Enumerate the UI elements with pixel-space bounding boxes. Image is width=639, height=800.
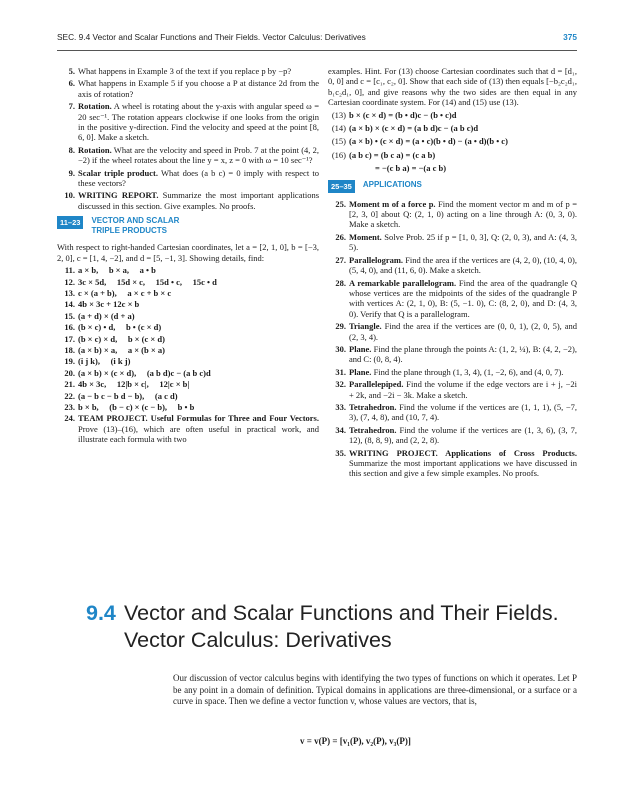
problem-number: 7. [68,101,75,112]
running-header [57,32,577,48]
problem-number: 14. [64,299,75,310]
formula-text: (a × b) • (c × d) = (a • c)(b • d) − (a • d)(b • c) [349,136,508,147]
problem-number: 34. [335,424,346,435]
problem-number: 30. [335,343,346,354]
problem-title: Moment. [349,231,382,242]
problem-number: 19. [64,356,75,367]
problem-item [328,199,577,230]
problem-text: 4b × 3c + 12c × b [78,299,140,310]
section-body: Our discussion of vector calculus begins with identifying the two types of functions on which it operates. Let P be any point in a domain of definition. Typical domains in applications are three-dimensional, or a surface or a curve in space. Then we define a vector function v, whose values are vectors, that is, [173,673,577,707]
problem-text: b × b, (b − c) × (c − b), b • b [78,401,195,412]
problem-text: Find the area if the vertices are (4, 2, 0), (10, 4, 0), (5, 4, 0), and (11, 6, 0). Make a sketch. [349,254,578,276]
problem-item [328,255,577,276]
problem-title: Rotation. [78,144,112,155]
problem-item [57,356,319,366]
section-badge: 25–35 [328,180,355,193]
problem-text: Summarize the most important applications we have discussed in this section and give a few simple examples. No proofs. [349,458,577,479]
formula-row [328,150,577,160]
problem-text: What happens in Example 3 of the text if you replace p by −p? [78,66,292,76]
problem-item [57,311,319,321]
problem-number: 32. [335,379,346,390]
problem-item [328,232,577,253]
formula-text: (a × b) × (c × d) = (a b d)c − (a b c)d [349,123,479,134]
problem-number: 10. [64,190,75,201]
problem-number: 28. [335,277,346,288]
section-title: VECTOR AND SCALAR TRIPLE PRODUCTS [91,216,180,236]
running-head: SEC. 9.4 Vector and Scalar Functions and Their Fields. Vector Calculus: Derivatives [57,32,366,42]
problem-text: What are the velocity and speed in Prob. 7 at the point (4, 2, −2) if the wheel rotates about the line y = x, z = 0 with ω = 10 sec⁻¹? [78,144,319,166]
problem-text: a × b, b × a, a • b [78,265,156,276]
problem-item [57,277,319,287]
section-title-line-1: Vector and Scalar Functions and Their Fields. [124,601,559,625]
problem-text: (a × b) × (c × d), (a b d)c − (a b c)d [78,367,211,378]
problem-item: 24. TEAM PROJECT. Useful Formulas for Three and Four Vectors. Prove (13)–(16), which are often useful in practical work, and illustrate each formula with two [64,413,319,445]
problem-item [57,402,319,412]
problem-text: A wheel is rotating about the y-axis with angular speed ω = 20 sec⁻¹. The rotation appears clockwise if one looks from the origin in the positive y-direction. Find the velocity and speed at the point [8, 6, 0]. Make a sketch. [78,101,319,143]
problem-item [328,402,577,423]
problem-number: 13. [64,287,75,298]
problem-item [57,101,319,143]
problem-number: 15. [64,310,75,321]
problem-item [328,278,577,320]
problem-item [57,391,319,401]
problem-item [328,448,577,479]
problem-text: 4b × 3c, 12|b × c|, 12|c × b| [78,379,190,390]
problem-title: Parallelepiped. [349,379,404,390]
problem-number: 5. [68,66,75,76]
problem-item [57,168,319,189]
problem-number: 33. [335,401,346,412]
problem-title: Triangle. [349,321,382,332]
problem-text: What happens in Example 5 if you choose a P at distance 2d from the axis of rotation? [78,78,319,99]
problem-text: (b × c) × d, b × (c × d) [78,333,165,344]
problem-text: (a × b) × a, a × (b × a) [78,344,165,355]
problem-number: 17. [64,333,75,344]
problem-item [57,299,319,309]
problem-title: Scalar triple product. [78,167,158,178]
section-title-heading [87,600,587,654]
problem-number: 31. [335,366,346,377]
problem-number: 21. [64,379,75,390]
problem-text: (b × c) • d, b • (c × d) [78,322,162,333]
problem-text: Find the volume if the vertices are (1, 3, 6), (3, 7, 12), (8, 8, 9), and (2, 2, 8). [349,424,578,446]
problem-item [328,425,577,446]
problem-text: (a + d) × (d + a) [78,310,135,321]
problem-title: Plane. [349,343,372,354]
section-heading-applications [328,180,577,193]
problem-item [57,322,319,332]
section-badge: 11–23 [57,216,83,229]
problem-title: A remarkable parallelogram. [349,277,457,288]
problem-title: WRITING REPORT. [78,190,159,201]
problem-title: Tetrahedron. [349,401,397,412]
problem-text: (i j k), (i k j) [78,356,131,367]
formula-16-continuation: = −(c b a) = −(a c b) [375,163,447,174]
problem-title: Plane. [349,366,372,377]
page-number: 375 [563,32,577,42]
left-column [57,66,319,447]
problem-title: Moment m of a force p. [349,198,436,209]
problem-item [57,379,319,389]
problem-text: 3c × 5d, 15d × c, 15d • c, 15c • d [78,276,217,287]
problem-text: Find the moment vector m and m of p = [2, 3, 0] about Q: (2, 1, 0) acting on a line through A: (0, 3, 0). Make a sketch. [349,198,577,230]
problem-text: Solve Prob. 25 if p = [1, 0, 3], Q: (2, 0, 3), and A: (4, 3, 5). [349,231,578,253]
problem-item [328,367,577,377]
problem-text: Find the volume if the vertices are (1, 1, 1), (5, −7, 3), (7, 4, 8), and (10, 7, 4). [349,401,578,423]
problem-item [57,368,319,378]
problem-item [57,265,319,275]
problem-number: 11. [64,265,75,276]
problem-number: 8. [68,144,75,155]
problem-number: 20. [64,367,75,378]
problem-item [57,288,319,298]
problem-text: Find the area of the quadrangle Q whose vertices are the midpoints of the sides of the quadrangle P with vertices A: (2, 1, 0), B: (5, −1. 0), C: (8, 2, 0), and D: (4, 3, 0). Verify that Q is a parallelogram. [349,277,577,319]
problem-item [328,344,577,365]
problem-number: 35. [335,447,346,458]
problem-item [57,66,319,76]
header-rule [57,50,577,51]
problem-item [328,379,577,400]
formula-number: (13) [331,109,346,120]
problem-item [57,145,319,166]
problem-number: 18. [64,344,75,355]
formula-text: (a b c) = (b c a) = (c a b) [349,149,436,160]
problem-number: 27. [335,254,346,265]
problem-title: Rotation. [78,101,112,112]
problem-number: 26. [335,231,346,242]
problem-title: Parallelogram. [349,254,404,265]
problem-text: Summarize the most important applications discussed in this section. Give examples. No proofs. [78,190,320,211]
problem-number: 12. [64,276,75,287]
problem-number: 29. [335,321,346,332]
formula-text: b × (c × d) = (b • d)c − (b • c)d [349,109,457,120]
problem-title: WRITING PROJECT. Applications of Cross Products. [349,447,577,458]
problem-item [57,190,319,211]
problem-text: What does (a b c) = 0 imply with respect to these vectors? [78,167,319,189]
problem-number: 22. [64,390,75,401]
formula-row [328,136,577,146]
problem-number: 23. [64,401,75,412]
section-title-line-2: Vector Calculus: Derivatives [124,628,392,652]
problem-text: (a − b c − b d − b), (a c d) [78,390,178,401]
problem-text: Find the plane through (1, 3, 4), (1, −2, 6), and (4, 0, 7). [373,366,564,377]
problem-item [57,345,319,355]
problem-text: c × (a + b), a × c + b × c [78,287,172,298]
problem-text: Find the plane through the points A: (1, 2, ¼), B: (4, 2, −2), and C: (0, 8, 4). [349,343,577,365]
problem-text: Find the volume if the edge vectors are i + j, −2i + 2k, and −2i − 3k. Make a sketch. [349,379,578,400]
vector-function-formula: v = v(P) = [v₁(P), v₂(P), v₃(P)] [300,736,411,746]
problem-item [57,334,319,344]
problem-number: 9. [68,167,75,178]
formula-number: (15) [331,136,346,147]
problem-continuation: examples. Hint. For (13) choose Cartesian coordinates such that d = [d₁, 0, 0] and c = [c₁, c₂, 0]. Show that each side of (13) then equals [−b₂c₂d₁, b₁c₂d₁, 0], and give reasons why the two sides are then equal in any Cartesian coordinate system. For (14) and (15) use (13). [328,66,577,108]
problem-title: Tetrahedron. [349,424,397,435]
problem-number: 25. [335,198,346,209]
formula-number: (16) [331,149,346,160]
formula-row [328,110,577,120]
formula-number: (14) [331,123,346,134]
problem-number: 16. [64,322,75,333]
problem-number: 6. [68,78,75,89]
problem-text: Find the area if the vertices are (0, 0, 1), (2, 0, 5), and (2, 3, 4). [349,321,578,342]
section-title: APPLICATIONS [362,179,422,189]
section-number: 9.4 [86,601,116,625]
problem-item [328,321,577,342]
problem-intro: With respect to right-handed Cartesian coordinates, let a = [2, 1, 0], b = [−3, 2, 0], c = [1, 4, −2], and d = [5, −1, 3]. Showing details, find: [57,242,319,263]
section-heading-triple-products [57,216,319,236]
problem-item [57,78,319,99]
formula-row [328,123,577,133]
right-column [328,66,577,481]
